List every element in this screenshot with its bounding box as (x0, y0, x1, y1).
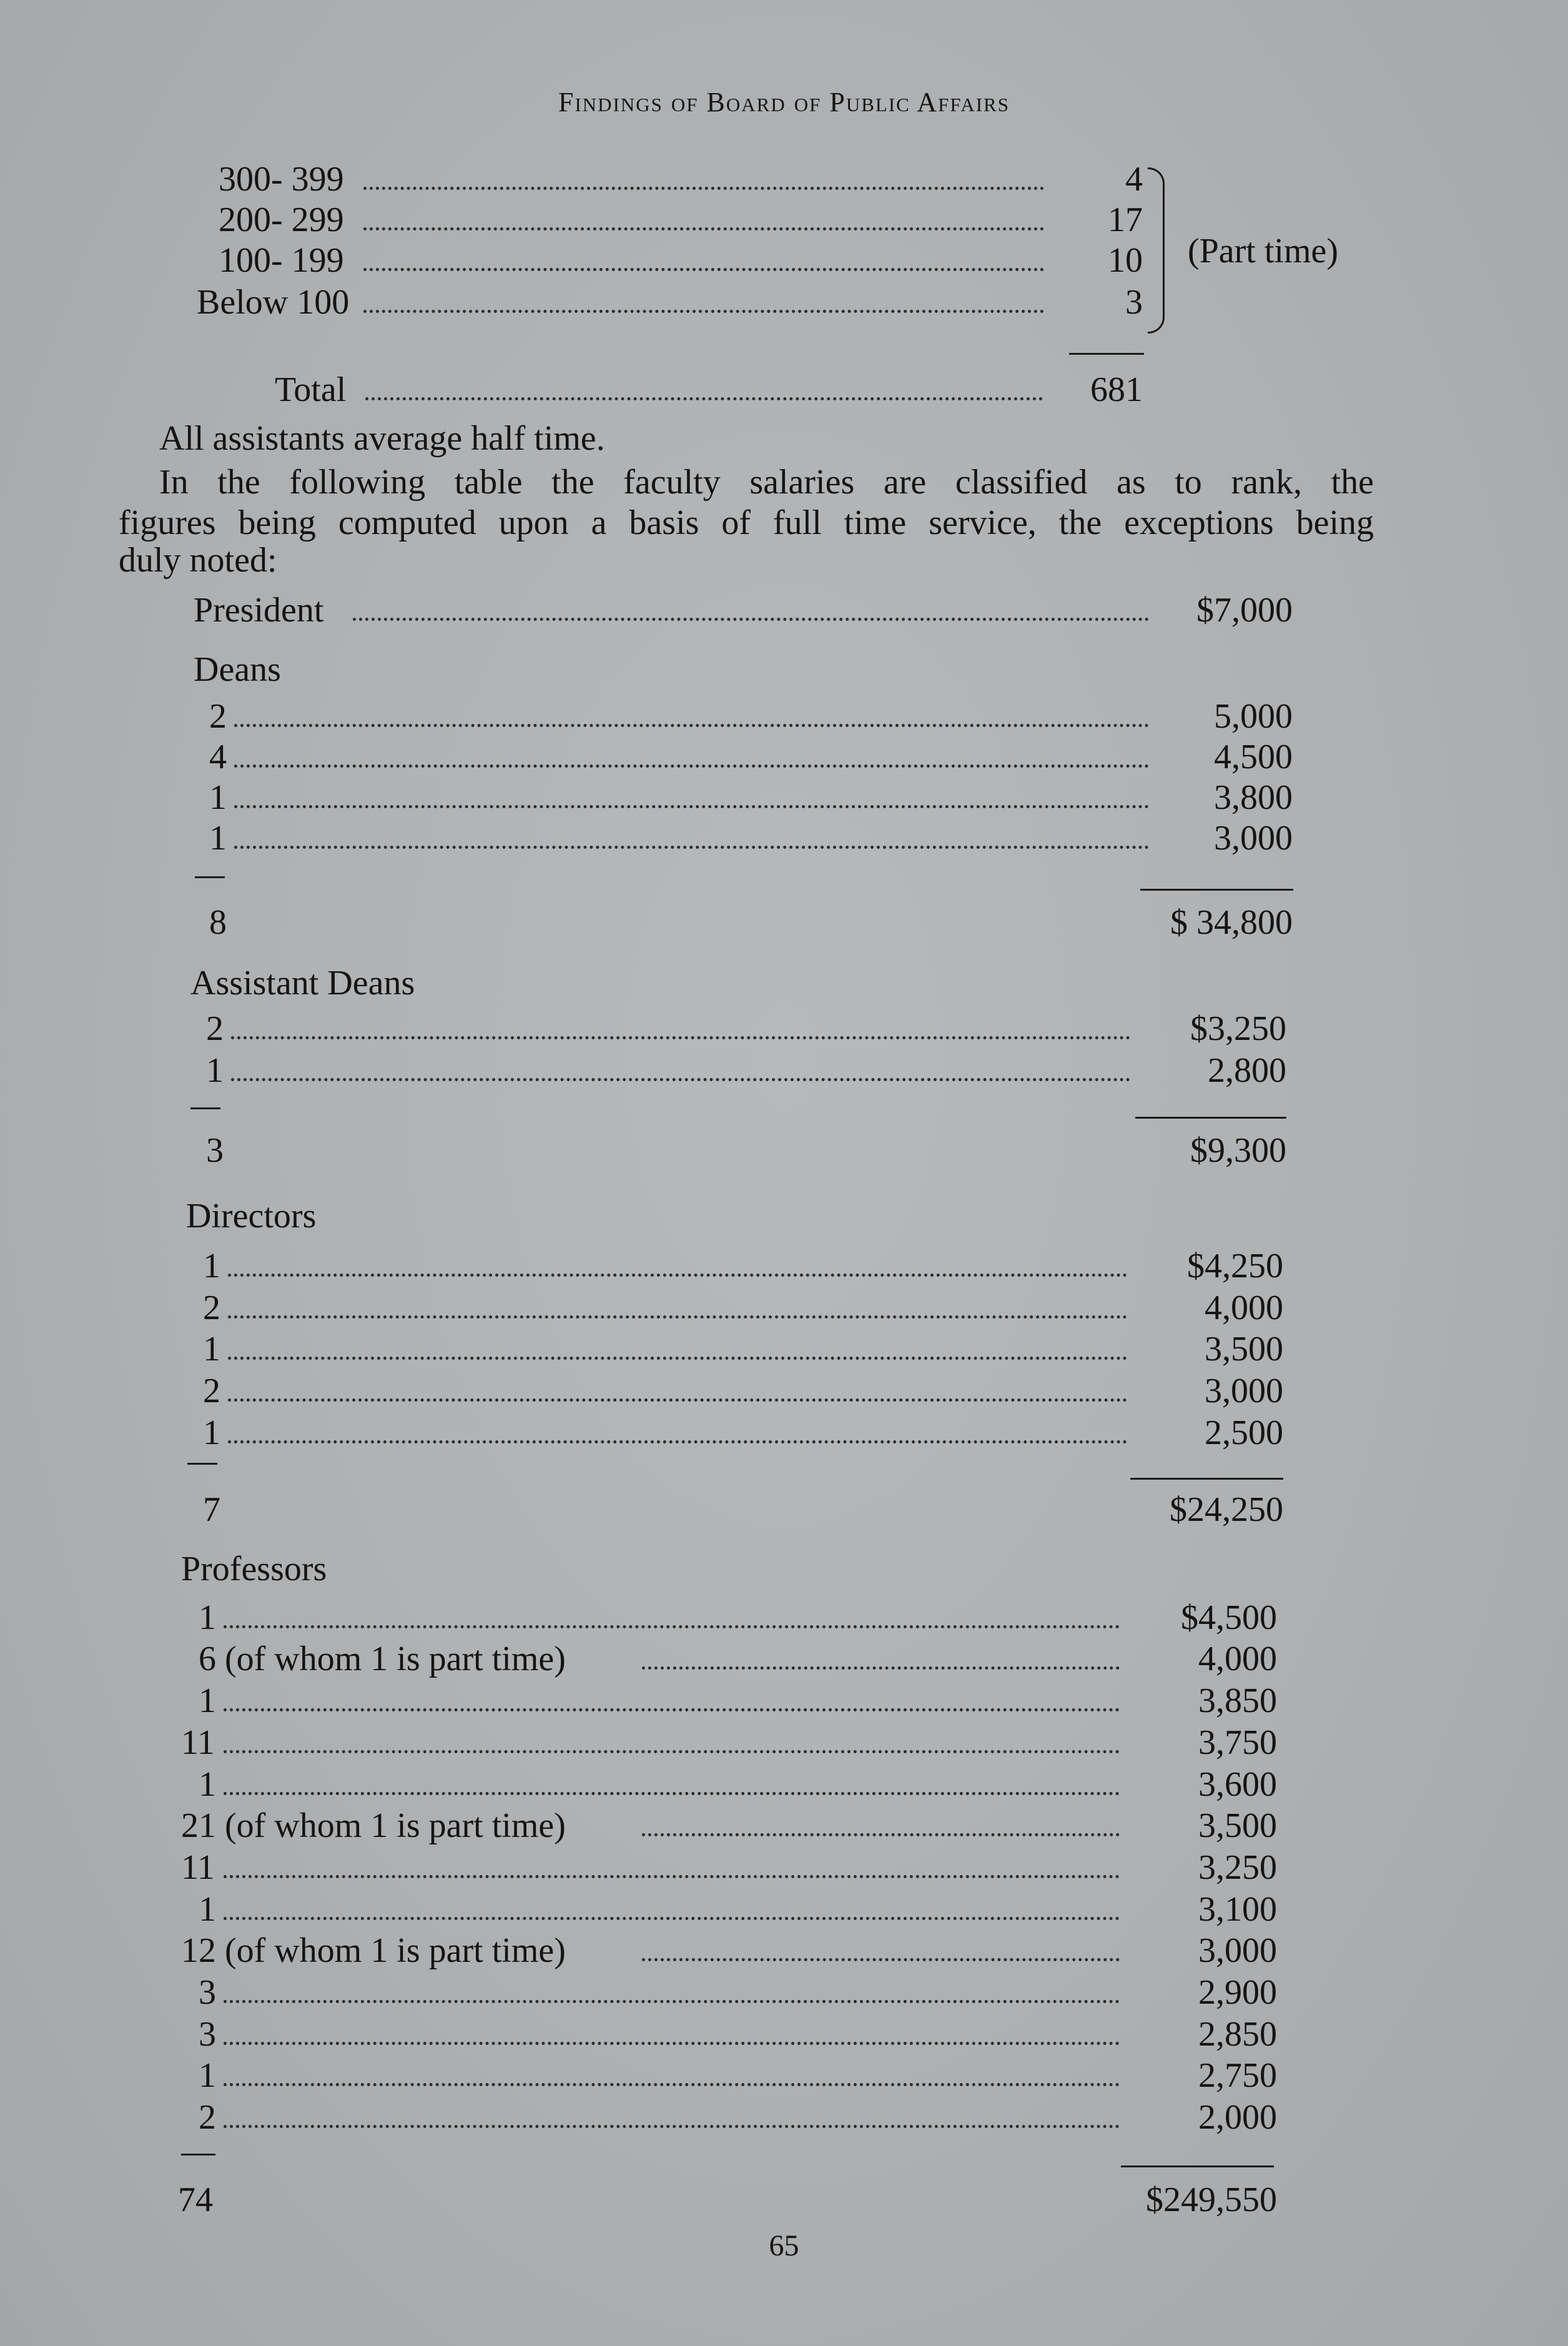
page-number: 65 (769, 2229, 799, 2262)
directors-row (203, 1288, 1283, 1328)
row-count: 12 (of whom 1 is part time) (181, 1931, 566, 1970)
leader-dots (365, 397, 1043, 400)
total-count: 3 (206, 1131, 224, 1170)
row-value: $3,250 (1190, 1009, 1286, 1048)
row-count: 2 (209, 697, 227, 736)
sum-rule (1135, 1117, 1286, 1119)
professors-row (199, 2014, 1277, 2054)
leader-dots (234, 765, 1149, 768)
paragraph: In the following table the faculty salaries are classified as to rank, the (159, 463, 1374, 502)
sum-rule (1121, 2165, 1274, 2167)
total-count: 74 (178, 2180, 213, 2219)
top-table-row (206, 200, 1155, 240)
row-value: 3 (1125, 283, 1143, 322)
row-value: $4,500 (1181, 1598, 1277, 1637)
leader-dots (224, 2042, 1120, 2045)
row-count: 2 (199, 2098, 216, 2137)
row-count: 3 (199, 1973, 216, 2012)
section-title: Assistant Deans (190, 964, 415, 1002)
row-value: 3,500 (1205, 1330, 1283, 1368)
total-count: 8 (209, 903, 227, 942)
section-title: Directors (186, 1197, 317, 1235)
leader-dots (228, 1398, 1127, 1402)
leader-dots (224, 1750, 1120, 1753)
professors-total (178, 2180, 1277, 2220)
row-value: 5,000 (1214, 697, 1293, 736)
leader-dots (353, 618, 1149, 621)
deans-total (209, 903, 1293, 943)
row-count: 1 (199, 1681, 216, 1720)
row-value: $4,250 (1187, 1247, 1283, 1285)
leader-dots (224, 1708, 1120, 1711)
bracket-note: (Part time) (1188, 232, 1339, 270)
row-count: 2 (206, 1009, 224, 1048)
directors-row (203, 1371, 1283, 1411)
row-value: 3,500 (1198, 1806, 1277, 1845)
row-value: 3,000 (1198, 1931, 1277, 1970)
leader-dots (234, 805, 1149, 808)
row-label: Below 100 (197, 283, 350, 322)
row-count: 1 (199, 1765, 216, 1804)
row-value: 3,250 (1198, 1848, 1277, 1887)
sum-rule (1130, 1478, 1283, 1480)
count-rule (190, 1107, 220, 1109)
row-label: 300- 399 (219, 160, 344, 199)
top-table-total (206, 370, 1155, 410)
leader-dots (231, 1078, 1130, 1081)
deans-row (209, 737, 1293, 777)
total-value: 681 (1090, 370, 1143, 409)
leader-dots (224, 1625, 1120, 1628)
row-value: 4,000 (1198, 1640, 1277, 1678)
row-count: 2 (203, 1289, 220, 1327)
row-value: 2,800 (1208, 1051, 1286, 1090)
paragraph: figures being computed upon a basis of full time service, the exceptions being (119, 503, 1374, 542)
row-label: 100- 199 (219, 241, 344, 280)
row-value: 3,750 (1198, 1723, 1277, 1762)
deans-row (209, 696, 1293, 736)
deans-row (209, 778, 1293, 818)
row-label: President (194, 591, 324, 630)
leader-dots (642, 1666, 1120, 1670)
leader-dots (231, 1036, 1130, 1039)
leader-dots (642, 1833, 1120, 1836)
leader-dots (234, 846, 1149, 849)
row-value: $7,000 (1196, 591, 1293, 630)
leader-dots (363, 310, 1044, 313)
leader-dots (224, 1917, 1120, 1920)
running-header: Findings of Board of Public Affairs (558, 87, 1010, 117)
row-value: 3,000 (1205, 1372, 1283, 1410)
leader-dots (228, 1274, 1127, 1277)
top-table-row (197, 282, 1155, 322)
row-count: 11 (181, 1848, 215, 1887)
leader-dots (363, 227, 1044, 230)
row-value: 3,600 (1198, 1765, 1277, 1804)
count-rule (181, 2154, 215, 2155)
row-count: 4 (209, 738, 227, 776)
directors-row (203, 1246, 1283, 1286)
row-value: 17 (1108, 200, 1143, 239)
count-rule (195, 876, 225, 878)
row-value: 3,100 (1198, 1890, 1277, 1929)
directors-total (203, 1490, 1283, 1530)
leader-dots (363, 187, 1044, 190)
row-value: 4 (1125, 160, 1143, 199)
leader-dots (363, 268, 1044, 271)
paragraph: duly noted: (119, 541, 277, 580)
row-value: 2,500 (1205, 1413, 1283, 1452)
professors-row (199, 1639, 1277, 1679)
row-count: 6 (of whom 1 is part time) (199, 1640, 566, 1678)
row-value: 4,000 (1205, 1289, 1283, 1327)
row-count: 1 (203, 1330, 220, 1368)
leader-dots (642, 1958, 1120, 1961)
professors-row (199, 1681, 1277, 1721)
total-value: $249,550 (1146, 2180, 1277, 2219)
leader-dots (224, 1792, 1120, 1795)
total-value: $ 34,800 (1170, 903, 1293, 942)
row-value: 3,850 (1198, 1681, 1277, 1720)
total-count: 7 (203, 1490, 220, 1529)
leader-dots (228, 1440, 1127, 1443)
sum-rule (1140, 889, 1293, 891)
professors-row (181, 1723, 1277, 1763)
row-count: 3 (199, 2015, 216, 2054)
total-label: Total (275, 370, 347, 409)
row-count: 11 (181, 1723, 215, 1762)
total-value: $9,300 (1190, 1131, 1286, 1170)
row-count: 21 (of whom 1 is part time) (181, 1806, 566, 1845)
leader-dots (224, 2083, 1120, 2086)
directors-row (203, 1329, 1283, 1369)
row-value: 4,500 (1214, 738, 1293, 776)
professors-row (199, 1598, 1277, 1638)
row-count: 1 (203, 1413, 220, 1452)
leader-dots (228, 1357, 1127, 1360)
row-value: 2,850 (1198, 2015, 1277, 2054)
total-value: $24,250 (1170, 1490, 1283, 1529)
row-value: 2,000 (1198, 2098, 1277, 2137)
top-table-row (206, 159, 1155, 199)
row-count: 1 (206, 1051, 224, 1090)
section-title: Professors (181, 1550, 327, 1588)
professors-row (199, 2056, 1277, 2096)
row-count: 2 (203, 1372, 220, 1410)
count-rule (187, 1463, 217, 1465)
row-count: 1 (199, 2056, 216, 2095)
top-table-row (206, 240, 1155, 280)
leader-dots (224, 2125, 1120, 2128)
row-count: 1 (209, 819, 227, 858)
leader-dots (224, 1875, 1120, 1878)
row-label: 200- 299 (219, 200, 344, 239)
row-value: 10 (1108, 241, 1143, 280)
assistant-deans-row (206, 1051, 1286, 1091)
bracket (1148, 167, 1165, 334)
row-value: 2,900 (1198, 1973, 1277, 2012)
row-count: 1 (199, 1598, 216, 1637)
sum-rule (1069, 353, 1144, 355)
leader-dots (224, 2000, 1120, 2003)
professors-row (181, 1848, 1277, 1888)
professors-row (199, 1972, 1277, 2012)
deans-row (209, 818, 1293, 858)
professors-row (199, 1889, 1277, 1929)
row-count: 1 (199, 1890, 216, 1929)
row-value: 3,800 (1214, 778, 1293, 817)
professors-row (181, 1931, 1277, 1971)
leader-dots (234, 724, 1149, 727)
assistant-deans-total (206, 1131, 1286, 1171)
directors-row (203, 1413, 1283, 1453)
assistant-deans-row (206, 1009, 1286, 1049)
row-count: 1 (203, 1247, 220, 1285)
row-count: 1 (209, 778, 227, 817)
professors-row (181, 1806, 1277, 1846)
professors-row (199, 2097, 1277, 2137)
paragraph: All assistants average half time. (159, 419, 605, 458)
section-title: Deans (194, 650, 281, 689)
professors-row (199, 1764, 1277, 1804)
row-value: 2,750 (1198, 2056, 1277, 2095)
leader-dots (228, 1315, 1127, 1319)
president-row (194, 590, 1293, 630)
row-value: 3,000 (1214, 819, 1293, 858)
